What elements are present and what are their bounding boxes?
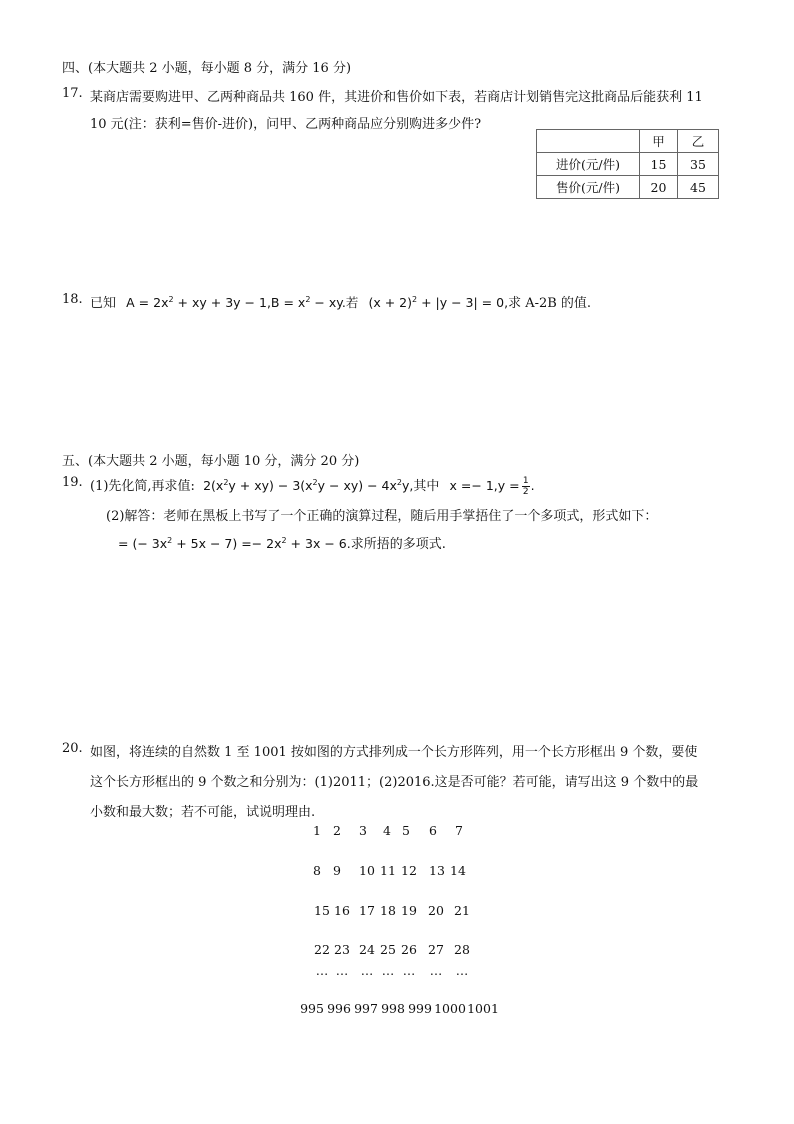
q19-period: . (530, 478, 535, 493)
price-table-cell: 15 (640, 153, 678, 176)
superscript: 2 (167, 536, 173, 545)
array-cell: 21 (454, 903, 470, 918)
array-cell: 999 (408, 1001, 432, 1016)
fraction-numerator: 1 (522, 476, 529, 486)
array-cell: 4 (383, 823, 391, 838)
superscript: 2 (412, 295, 418, 304)
q19-part2-tail: 求所捂的多项式. (350, 537, 446, 552)
q19-part2-expr-c: + 3x − 6. (286, 536, 351, 551)
section-4-heading: 四、(本大题共 2 小题，每小题 8 分，满分 16 分) (62, 61, 352, 76)
price-table-header-row (537, 130, 719, 153)
array-cell: 25 (380, 942, 396, 957)
q17-line2: 10 元(注：获利=售价-进价)，问甲、乙两种商品应分别购进多少件? (90, 117, 482, 132)
array-cell: 5 (402, 823, 410, 838)
array-cell: 2 (333, 823, 341, 838)
q19-part1-label: (1)先化简,再求值: (90, 479, 195, 494)
array-ellipsis: … (429, 963, 443, 978)
array-cell: 12 (401, 863, 417, 878)
q19-expr-c: y − xy) − 4x (317, 478, 397, 493)
price-table-corner (537, 130, 640, 153)
array-cell: 6 (429, 823, 437, 838)
array-cell: 1 (313, 823, 321, 838)
superscript: 2 (396, 478, 402, 487)
q19-expression (203, 478, 413, 493)
q18-prefix: 已知 (90, 296, 117, 311)
array-cell: 28 (454, 942, 470, 957)
fraction-denominator: 2 (522, 487, 529, 497)
q19-part2-expr-a: = (− 3x (118, 536, 168, 551)
q18-tail: 求 A-2B 的值. (508, 296, 592, 311)
array-ellipsis: … (335, 963, 349, 978)
q18-cond-b: + |y − 3| = 0, (417, 295, 509, 310)
q19-expr-a: 2(x (203, 478, 224, 493)
price-table-header-yi: 乙 (678, 130, 719, 153)
price-table-cell: 45 (678, 176, 719, 199)
q17-line1: 某商店需要购进甲、乙两种商品共 160 件，其进价和售价如下表，若商店计划销售完这批商品后能获利 11 (90, 90, 703, 105)
array-cell: 17 (359, 903, 375, 918)
q19-part1 (90, 475, 535, 497)
array-cell: 20 (428, 903, 444, 918)
superscript: 2 (168, 295, 174, 304)
price-table-row-sale (537, 176, 719, 199)
q20-line3: 小数和最大数；若不可能，试说明理由. (90, 805, 316, 820)
price-table-cell: 售价(元/件) (537, 176, 640, 199)
superscript: 2 (281, 536, 287, 545)
array-cell: 19 (401, 903, 417, 918)
q20-line2: 这个长方形框出的 9 个数之和分别为：(1)2011；(2)2016.这是否可能？若可能，请写出这 9 个数中的最 (90, 775, 699, 790)
array-cell: 8 (313, 863, 321, 878)
array-cell: 24 (359, 942, 375, 957)
array-cell: 996 (327, 1001, 351, 1016)
q19-where: 其中 (413, 479, 440, 494)
section-5-heading: 五、(本大题共 2 小题，每小题 10 分，满分 20 分) (62, 454, 360, 469)
array-cell: 16 (334, 903, 350, 918)
array-cell: 13 (429, 863, 445, 878)
q18-number: 18. (62, 292, 83, 307)
q19-values (449, 476, 535, 497)
q20-number: 20. (62, 741, 83, 756)
superscript: 2 (223, 478, 229, 487)
q19-x-val: x =− 1,y = (449, 478, 520, 493)
price-table-cell: 35 (678, 153, 719, 176)
array-cell: 997 (354, 1001, 378, 1016)
q19-part2-math (118, 536, 351, 551)
q17-number: 17. (62, 86, 83, 101)
q18-expression (126, 295, 358, 310)
array-ellipsis: … (402, 963, 416, 978)
array-ellipsis: … (360, 963, 374, 978)
superscript: 2 (312, 478, 318, 487)
array-cell: 14 (450, 863, 466, 878)
one-half-fraction (522, 476, 530, 497)
q19-expr-d: y, (402, 478, 414, 493)
array-cell: 1000 (434, 1001, 466, 1016)
array-cell: 27 (428, 942, 444, 957)
price-table-header-jia: 甲 (640, 130, 678, 153)
q18-condition (368, 295, 508, 310)
array-cell: 26 (401, 942, 417, 957)
q20-line1: 如图，将连续的自然数 1 至 1001 按如图的方式排列成一个长方形阵列，用一个长方形框出 9 个数，要使 (90, 745, 698, 760)
q19-number: 19. (62, 475, 83, 490)
q18-expr-a: A = 2x (126, 295, 169, 310)
array-ellipsis: … (381, 963, 395, 978)
array-cell: 15 (314, 903, 330, 918)
q18-expr-b-rest: − xy.若 (310, 295, 359, 310)
array-cell: 1001 (467, 1001, 499, 1016)
price-table (536, 129, 719, 199)
array-cell: 9 (333, 863, 341, 878)
array-cell: 18 (380, 903, 396, 918)
array-cell: 10 (359, 863, 375, 878)
array-ellipsis: … (315, 963, 329, 978)
q19-part2-expression (118, 533, 446, 552)
array-cell: 995 (300, 1001, 324, 1016)
array-ellipsis: … (455, 963, 469, 978)
q19-expr-b: y + xy) − 3(x (228, 478, 313, 493)
q18-text (90, 292, 591, 311)
superscript: 2 (305, 295, 311, 304)
price-table-cell: 进价(元/件) (537, 153, 640, 176)
array-cell: 3 (359, 823, 367, 838)
price-table-row-cost (537, 153, 719, 176)
price-table-cell: 20 (640, 176, 678, 199)
q19-part2-expr-b: + 5x − 7) =− 2x (172, 536, 282, 551)
q18-cond-a: (x + 2) (368, 295, 412, 310)
array-cell: 11 (380, 863, 396, 878)
array-cell: 7 (455, 823, 463, 838)
q19-part2-text: (2)解答：老师在黑板上书写了一个正确的演算过程，随后用手掌捂住了一个多项式，形式如下： (106, 509, 658, 524)
array-cell: 23 (334, 942, 350, 957)
array-cell: 22 (314, 942, 330, 957)
array-cell: 998 (381, 1001, 405, 1016)
q18-expr-a-rest: + xy + 3y − 1,B = x (173, 295, 306, 310)
